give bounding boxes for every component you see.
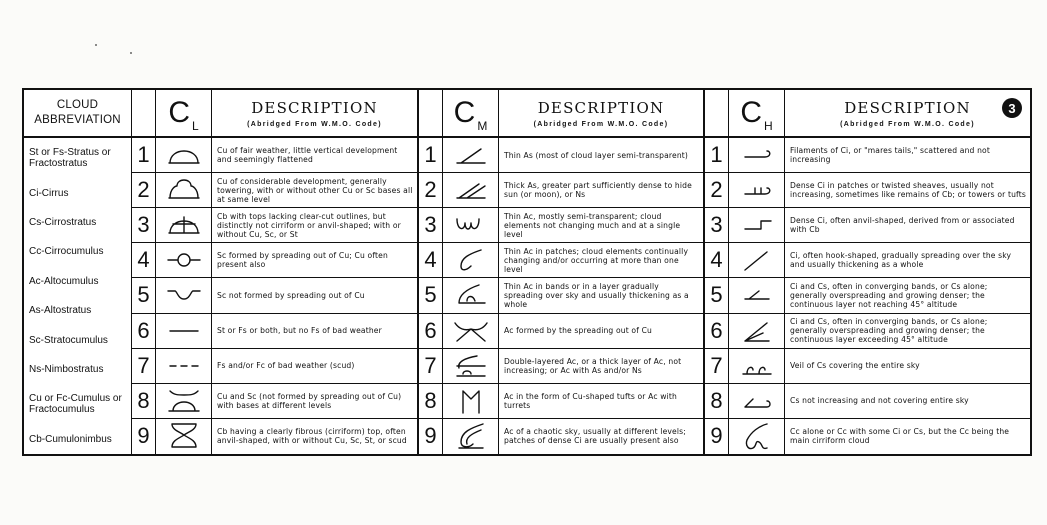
header-abbrev-line2: ABBREVIATION xyxy=(34,114,121,126)
mid-1-icon xyxy=(451,139,491,171)
description-high: Ci and Cs, often in converging bands, or Cs alone; generally overspreading and growing denser; the continuous layer exceeding 45° altitude xyxy=(785,314,1030,349)
code-number-middle: 8 xyxy=(419,384,443,419)
cloud-symbol-middle xyxy=(443,208,499,243)
cloud-symbol-high xyxy=(729,314,785,349)
high-7-icon xyxy=(737,350,777,382)
code-number-high: 1 xyxy=(705,138,729,173)
description-low: Cb having a clearly fibrous (cirriform) top, often anvil-shaped, with or without Cu, Sc, St, or scud xyxy=(212,419,419,454)
mid-9-icon xyxy=(451,420,491,452)
code-number-middle: 6 xyxy=(419,314,443,349)
description-high: Ci and Cs, often in converging bands, or Cs alone; generally overspreading and growing denser; the continuous layer not reaching 45° altitude xyxy=(785,278,1030,313)
code-number-low: 6 xyxy=(132,314,156,349)
description-middle: Ac formed by the spreading out of Cu xyxy=(499,314,705,349)
description-high: Cs not increasing and not covering entire sky xyxy=(785,384,1030,419)
low-7-icon xyxy=(164,350,204,382)
description-middle: Double-layered Ac, or a thick layer of Ac, not increasing; or Ac with As and/or Ns xyxy=(499,349,705,384)
header-ch-letter: C xyxy=(740,96,762,129)
description-low: Cu of fair weather, little vertical development and seemingly flattened xyxy=(212,138,419,173)
header-ch xyxy=(729,90,785,138)
code-number-high: 3 xyxy=(705,208,729,243)
description-middle: Thin Ac, mostly semi-transparent; cloud elements not changing much and at a single level xyxy=(499,208,705,243)
low-4-icon xyxy=(164,244,204,276)
description-middle: Thick As, greater part sufficiently dense to hide sun (or moon), or Ns xyxy=(499,173,705,208)
high-6-icon xyxy=(737,315,777,347)
code-number-middle: 3 xyxy=(419,208,443,243)
abbreviation-item: Ci-Cirrus xyxy=(29,187,69,199)
cloud-symbol-low xyxy=(156,419,212,454)
mid-5-icon xyxy=(451,279,491,311)
code-number-low: 7 xyxy=(132,349,156,384)
low-5-icon xyxy=(164,279,204,311)
header-desc-sub-low: (Abridged From W.M.O. Code) xyxy=(247,120,382,128)
abbreviation-column xyxy=(24,138,132,454)
cloud-symbol-low xyxy=(156,278,212,313)
mid-8-icon xyxy=(451,385,491,417)
cloud-symbol-high xyxy=(729,138,785,173)
cloud-symbol-middle xyxy=(443,138,499,173)
header-desc-sub-mid: (Abridged From W.M.O. Code) xyxy=(533,120,669,128)
description-low: Fs and/or Fc of bad weather (scud) xyxy=(212,349,419,384)
code-number-high: 6 xyxy=(705,314,729,349)
description-high: Filaments of Ci, or "mares tails," scattered and not increasing xyxy=(785,138,1030,173)
header-cl xyxy=(156,90,212,138)
cloud-symbol-high xyxy=(729,208,785,243)
cloud-symbol-low xyxy=(156,173,212,208)
abbreviation-item: St or Fs-Stratus or Fractostratus xyxy=(29,147,111,170)
header-num-spacer-high xyxy=(705,90,729,138)
mid-6-icon xyxy=(451,315,491,347)
description-high: Cc alone or Cc with some Ci or Cs, but the Cc being the main cirriform cloud xyxy=(790,427,1010,446)
code-number-low: 3 xyxy=(132,208,156,243)
cloud-symbol-high xyxy=(729,278,785,313)
header-ch-sub: H xyxy=(764,119,773,133)
cloud-symbol-high xyxy=(729,384,785,419)
header-cl-letter: C xyxy=(168,96,190,129)
header-desc-title-mid: DESCRIPTION xyxy=(537,98,665,117)
low-3-icon xyxy=(164,209,204,241)
description-middle: Thin Ac in bands or in a layer gradually spreading over sky and usually thickening as a whole xyxy=(499,278,705,313)
cloud-symbol-middle xyxy=(443,314,499,349)
header-num-spacer-low xyxy=(132,90,156,138)
cloud-symbol-low xyxy=(156,349,212,384)
code-number-high: 5 xyxy=(705,278,729,313)
cloud-symbol-middle xyxy=(443,243,499,278)
code-number-middle: 9 xyxy=(419,419,443,454)
header-description-high xyxy=(785,90,1030,138)
abbreviation-item: Cc-Cirrocumulus xyxy=(29,246,104,258)
code-number-low: 8 xyxy=(132,384,156,419)
header-cm-letter: C xyxy=(453,96,476,129)
header-cm-sub: M xyxy=(477,119,488,133)
high-5-icon xyxy=(737,279,777,311)
mid-2-icon xyxy=(451,174,491,206)
cloud-symbol-middle xyxy=(443,384,499,419)
header-cl-sub: L xyxy=(191,119,199,133)
code-number-middle: 7 xyxy=(419,349,443,384)
cloud-symbol-middle xyxy=(443,278,499,313)
code-number-low: 4 xyxy=(132,243,156,278)
code-number-middle: 2 xyxy=(419,173,443,208)
low-6-icon xyxy=(164,315,204,347)
cloud-symbol-high xyxy=(729,349,785,384)
cloud-symbol-low xyxy=(156,138,212,173)
header-description-mid xyxy=(499,90,705,138)
abbreviation-item: Cb-Cumulonimbus xyxy=(29,433,112,445)
abbreviation-item: Ns-Nimbostratus xyxy=(29,363,104,375)
cloud-symbol-low xyxy=(156,314,212,349)
header-desc-sub-high: (Abridged From W.M.O. Code) xyxy=(840,120,975,128)
description-low: St or Fs or both, but no Fs of bad weather xyxy=(212,314,419,349)
description-low: Cu of considerable development, generally towering, with or without other Cu or Sc bases all at same level xyxy=(212,173,419,208)
abbreviation-item: Cu or Fc-Cumulus or Fractocumulus xyxy=(29,393,122,416)
cloud-code-chart xyxy=(22,88,1032,456)
abbreviation-item: As-Altostratus xyxy=(29,305,92,317)
description-high: Dense Ci in patches or twisted sheaves, usually not increasing, sometimes like remains of Cb; or towers or tufts xyxy=(785,173,1030,208)
description-middle: Thin Ac in patches; cloud elements continually changing and/or occurring at more than one level xyxy=(499,243,705,278)
high-4-icon xyxy=(737,244,777,276)
high-2-icon xyxy=(737,174,777,206)
abbreviation-item: Cs-Cirrostratus xyxy=(29,216,97,228)
code-number-high: 9 xyxy=(705,419,729,454)
code-number-middle: 1 xyxy=(419,138,443,173)
header-abbrev-line1: CLOUD xyxy=(56,99,99,111)
description-high: Veil of Cs covering the entire sky xyxy=(785,349,1030,384)
abbreviation-item: Ac-Altocumulus xyxy=(29,275,99,287)
code-number-high: 8 xyxy=(705,384,729,419)
description-low: Sc formed by spreading out of Cu; Cu often present also xyxy=(212,243,419,278)
code-number-high: 7 xyxy=(705,349,729,384)
low-2-icon xyxy=(164,174,204,206)
code-number-low: 5 xyxy=(132,278,156,313)
description-low: Cu and Sc (not formed by spreading out of Cu) with bases at different levels xyxy=(212,384,419,419)
high-9-icon xyxy=(737,420,777,452)
header-desc-title-high: DESCRIPTION xyxy=(844,98,971,117)
low-1-icon xyxy=(164,139,204,171)
mid-4-icon xyxy=(451,244,491,276)
cloud-symbol-high xyxy=(729,243,785,278)
description-middle: Ac of a chaotic sky, usually at different levels; patches of dense Ci are usually present also xyxy=(499,419,705,454)
cloud-symbol-middle xyxy=(443,173,499,208)
cloud-symbol-low xyxy=(156,243,212,278)
description-low: Cb with tops lacking clear-cut outlines, but distinctly not cirriform or anvil-shaped; with or without Cu, Sc, or St xyxy=(212,208,419,243)
low-8-icon xyxy=(164,385,204,417)
code-number-high: 4 xyxy=(705,243,729,278)
header-cloud-abbreviation xyxy=(24,90,132,138)
cloud-symbol-low xyxy=(156,208,212,243)
code-number-low: 9 xyxy=(132,419,156,454)
description-high: Ci, often hook-shaped, gradually spreading over the sky and usually thickening as a whole xyxy=(785,243,1030,278)
header-description-low xyxy=(212,90,419,138)
cloud-symbol-high xyxy=(729,419,785,454)
description-low: Sc not formed by spreading out of Cu xyxy=(212,278,419,313)
cloud-symbol-low xyxy=(156,384,212,419)
abbreviation-item: Sc-Stratocumulus xyxy=(29,334,108,346)
high-8-icon xyxy=(737,385,777,417)
low-9-icon xyxy=(164,420,204,452)
code-number-low: 2 xyxy=(132,173,156,208)
cloud-symbol-middle xyxy=(443,419,499,454)
page-number-badge: 3 xyxy=(1002,98,1022,118)
code-number-middle: 4 xyxy=(419,243,443,278)
description-middle: Ac in the form of Cu-shaped tufts or Ac with turrets xyxy=(499,384,705,419)
header-desc-title-low: DESCRIPTION xyxy=(251,98,378,117)
mid-7-icon xyxy=(451,350,491,382)
header-cm xyxy=(443,90,499,138)
high-1-icon xyxy=(737,139,777,171)
code-number-low: 1 xyxy=(132,138,156,173)
description-middle: Thin As (most of cloud layer semi-transparent) xyxy=(499,138,705,173)
header-num-spacer-mid xyxy=(419,90,443,138)
cloud-symbol-high xyxy=(729,173,785,208)
mid-3-icon xyxy=(451,209,491,241)
code-number-high: 2 xyxy=(705,173,729,208)
cloud-symbol-middle xyxy=(443,349,499,384)
high-3-icon xyxy=(737,209,777,241)
description-high: Dense Ci, often anvil-shaped, derived from or associated with Cb xyxy=(785,208,1030,243)
code-number-middle: 5 xyxy=(419,278,443,313)
